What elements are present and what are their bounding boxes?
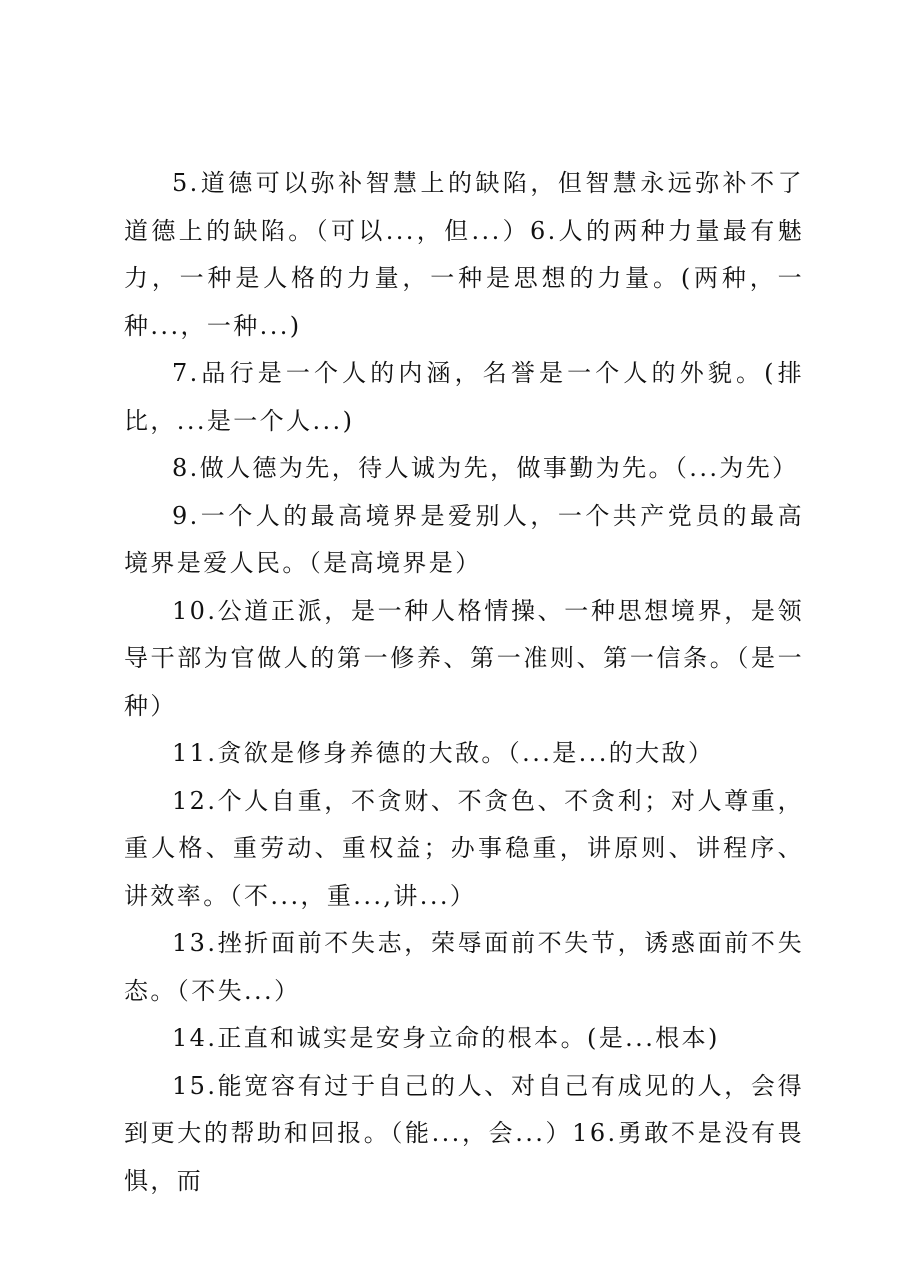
paragraph-11: 11.贪欲是修身养德的大敌。（...是...的大敌） bbox=[172, 739, 715, 767]
paragraph-9: 9.一个人的最高境界是爱别人，一个共产党员的最高境界是爱人民。（是高境界是） bbox=[124, 501, 804, 577]
paragraph-10: 10.公道正派，是一种人格情操、一种思想境界，是领导干部为官做人的第一修养、第一准则、第一信条。（是一种） bbox=[124, 596, 804, 720]
document-body bbox=[124, 160, 804, 1205]
paragraph-12: 12.个人自重，不贪财、不贪色、不贪利；对人尊重，重人格、重劳动、重权益；办事稳重，讲原则、讲程序、讲效率。（不...，重...,讲...） bbox=[124, 786, 804, 910]
paragraph-5-6: 5.道德可以弥补智慧上的缺陷，但智慧永远弥补不了道德上的缺陷。（可以...，但...）6.人的两种力量最有魅力，一种是人格的力量，一种是思想的力量。(两种，一种...，一种...) bbox=[124, 169, 804, 340]
paragraph-15-16: 15.能宽容有过于自己的人、对自己有成见的人，会得到更大的帮助和回报。（能...，会...）16.勇敢不是没有畏惧，而 bbox=[124, 1071, 804, 1195]
paragraph-13: 13.挫折面前不失志，荣辱面前不失节，诱惑面前不失态。（不失...） bbox=[124, 929, 804, 1005]
paragraph-8: 8.做人德为先，待人诚为先，做事勤为先。（...为先） bbox=[172, 454, 799, 482]
paragraph-14: 14.正直和诚实是安身立命的根本。(是...根本) bbox=[172, 1024, 720, 1052]
paragraph-7: 7.品行是一个人的内涵，名誉是一个人的外貌。(排比，...是一个人...) bbox=[124, 359, 804, 435]
